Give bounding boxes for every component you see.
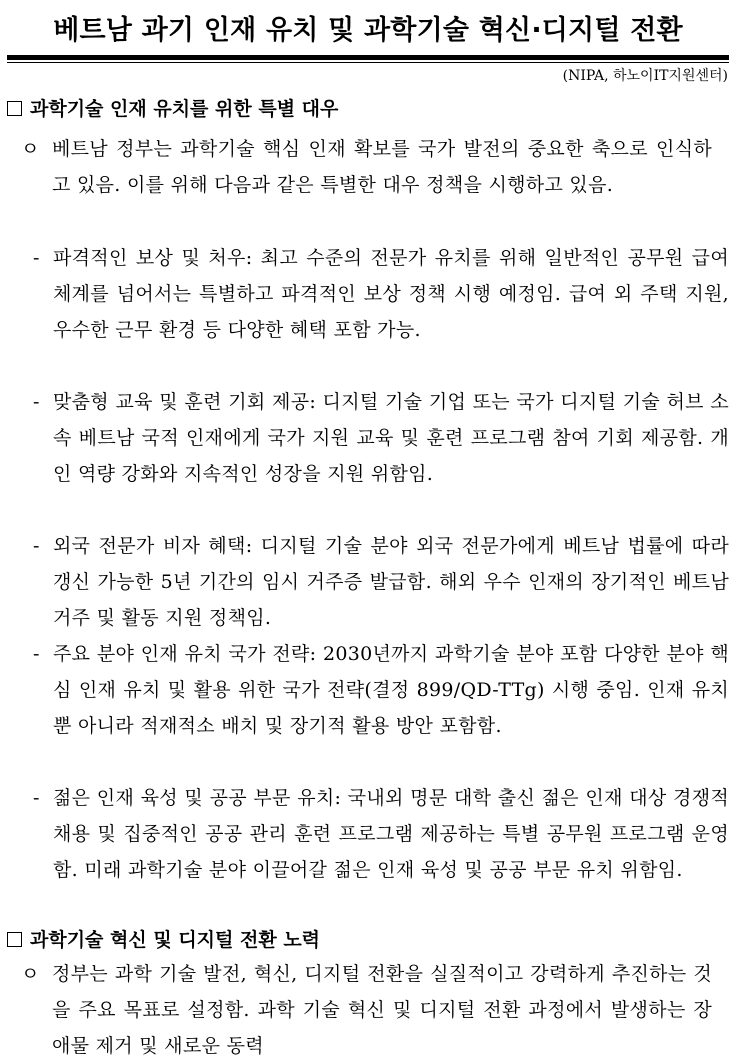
list-item-text: 젊은 인재 육성 및 공공 부문 유치: 국내외 명문 대학 출신 젊은 인재 대상 경쟁적 채용 및 집중적인 공공 관리 훈련 프로그램 제공하는 특별 공무원 프로그램 운영함. 미래 과학기술 분야 이끌어갈 젊은 인재 육성 및 공공 부문 유치 위함임.	[53, 787, 729, 881]
circle-bullet-icon: ㅇ	[21, 963, 40, 985]
title-rule	[7, 55, 729, 60]
title-block	[7, 14, 729, 63]
section-heading-innovation	[7, 928, 320, 952]
source-credit: (NIPA, 하노이IT지원센터)	[562, 68, 728, 84]
circle-bullet-icon: ㅇ	[21, 138, 40, 160]
dash-bullet-icon: -	[33, 535, 40, 557]
dash-bullet-icon: -	[33, 391, 40, 413]
intro-text: 정부는 과학 기술 발전, 혁신, 디지털 전환을 실질적이고 강력하게 추진하는 것을 주요 목표로 설정함. 과학 기술 혁신 및 디지털 전환 과정에서 발생하는 장애물 제거 및 새로운 동력	[52, 963, 712, 1057]
list-item	[33, 528, 729, 636]
list-item	[33, 240, 729, 348]
section-intro-innovation	[21, 956, 712, 1064]
title-rule-thin	[7, 62, 729, 63]
list-item-text: 파격적인 보상 및 처우: 최고 수준의 전문가 유치를 위해 일반적인 공무원 급여 체계를 넘어서는 특별하고 파격적인 보상 정책 시행 예정임. 급여 외 주택 지원, 우수한 근무 환경 등 다양한 혜택 포함 가능.	[53, 247, 729, 341]
page-title: 베트남 과기 인재 유치 및 과학기술 혁신·디지털 전환	[53, 15, 683, 46]
dash-bullet-icon: -	[33, 247, 40, 269]
dash-bullet-icon: -	[33, 643, 40, 665]
checkbox-square-icon	[7, 101, 22, 116]
section-heading-text: 과학기술 혁신 및 디지털 전환 노력	[30, 929, 321, 951]
dash-bullet-icon: -	[33, 787, 40, 809]
section-heading-text: 과학기술 인재 유치를 위한 특별 대우	[30, 98, 339, 120]
list-item	[33, 384, 729, 492]
list-item-text: 맞춤형 교육 및 훈련 기회 제공: 디지털 기술 기업 또는 국가 디지털 기술 허브 소속 베트남 국적 인재에게 국가 지원 교육 및 훈련 프로그램 참여 기회 제공함. 개인 역량 강화와 지속적인 성장을 지원 위함임.	[53, 391, 729, 485]
section-intro-talent	[21, 131, 712, 203]
checkbox-square-icon	[7, 932, 22, 947]
list-item-text: 주요 분야 인재 유치 국가 전략: 2030년까지 과학기술 분야 포함 다양한 분야 핵심 인재 유치 및 활용 위한 국가 전략(결정 899/QD-TTg) 시행 중임. 인재 유치뿐 아니라 적재적소 배치 및 장기적 활용 방안 포함함.	[53, 643, 729, 737]
list-item	[33, 780, 729, 888]
list-item	[33, 636, 729, 744]
section-heading-talent	[7, 97, 338, 121]
intro-text: 베트남 정부는 과학기술 핵심 인재 확보를 국가 발전의 중요한 축으로 인식하고 있음. 이를 위해 다음과 같은 특별한 대우 정책을 시행하고 있음.	[52, 138, 712, 196]
list-item-text: 외국 전문가 비자 혜택: 디지털 기술 분야 외국 전문가에게 베트남 법률에 따라 갱신 가능한 5년 기간의 임시 거주증 발급함. 해외 우수 인재의 장기적인 베트남 거주 및 활동 지원 정책임.	[53, 535, 729, 629]
